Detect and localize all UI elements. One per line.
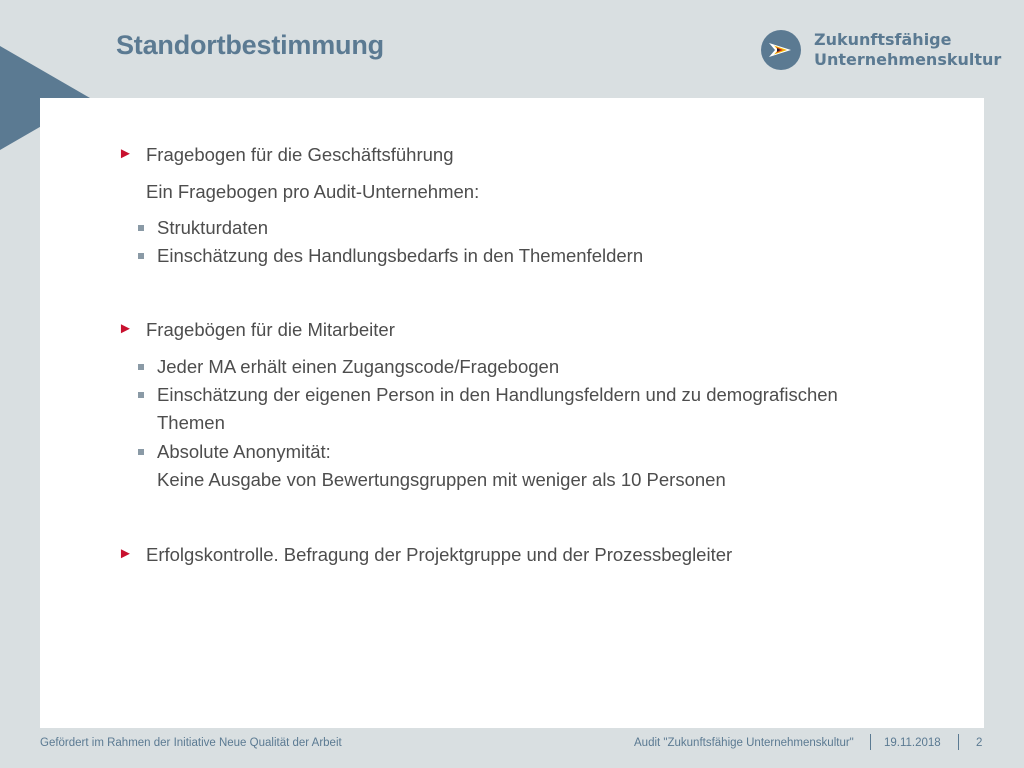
square-bullet-icon [138, 364, 144, 370]
logo [760, 28, 1001, 72]
list-item: Jeder MA erhält einen Zugangscode/Fragebogen [157, 356, 560, 377]
section-heading: Fragebogen für die Geschäftsführung [146, 144, 454, 165]
square-bullet-icon [138, 449, 144, 455]
section-heading: Erfolgskontrolle. Befragung der Projektgruppe und der Prozessbegleiter [146, 544, 733, 565]
list-item-continuation: Keine Ausgabe von Bewertungsgruppen mit weniger als 10 Personen [157, 469, 726, 490]
slide-title: Standortbestimmung [116, 30, 384, 60]
logo-mark-icon [760, 29, 802, 71]
arrow-right-icon: ► [118, 145, 133, 162]
section-subheading: Ein Fragebogen pro Audit-Unternehmen: [146, 181, 480, 202]
list-item: Strukturdaten [157, 217, 269, 238]
footer-separator [870, 734, 871, 750]
content-panel [40, 98, 984, 728]
logo-line-1: Zukunftsfähige [814, 30, 952, 49]
list-item-continuation: Themen [157, 412, 225, 433]
logo-line-2: Unternehmenskultur [814, 50, 1002, 69]
arrow-right-icon: ► [118, 320, 133, 337]
section-heading: Fragebögen für die Mitarbeiter [146, 319, 395, 340]
list-item: Absolute Anonymität: [157, 441, 331, 462]
page-number: 2 [976, 737, 983, 749]
footer-separator [958, 734, 959, 750]
footer-date: 19.11.2018 [884, 737, 941, 749]
list-item: Einschätzung des Handlungsbedarfs in den Themenfeldern [157, 245, 644, 266]
content-body [40, 98, 984, 728]
footer-audit-label: Audit "Zukunftsfähige Unternehmenskultur" [634, 737, 854, 749]
square-bullet-icon [138, 392, 144, 398]
list-item: Einschätzung der eigenen Person in den Handlungsfeldern und zu demografischen [157, 384, 838, 405]
logo-text [814, 30, 1001, 70]
square-bullet-icon [138, 225, 144, 231]
square-bullet-icon [138, 253, 144, 259]
footer-funding-note: Gefördert im Rahmen der Initiative Neue Qualität der Arbeit [40, 737, 342, 749]
arrow-right-icon: ► [118, 545, 133, 562]
